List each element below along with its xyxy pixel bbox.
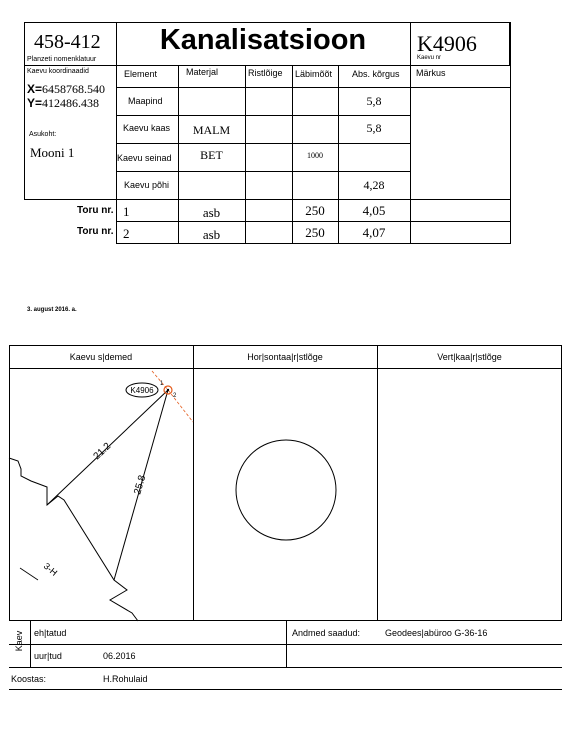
built-label: eh|tatud	[34, 628, 67, 638]
pipe1-height: 4,05	[362, 203, 386, 218]
sketch-header-plan: Kaevu s|demed	[69, 352, 133, 362]
row-maapind-height: 5,8	[366, 94, 382, 108]
dimension-label-1: 21.2	[91, 440, 114, 463]
map-sheet-number: 458-412	[34, 31, 101, 53]
well-number-caption: Kaevu nr	[417, 55, 442, 61]
col-diameter: Läbimõõt	[295, 69, 333, 79]
row-kaas-height: 5,8	[366, 121, 382, 135]
footer-side-label: Kaev	[14, 630, 24, 652]
coords-caption: Kaevu koordinaadid	[27, 68, 89, 75]
document-date: 3. august 2016. a.	[27, 307, 77, 313]
pipe2-label: Toru nr.	[77, 226, 114, 237]
pipe2-material: asb	[202, 227, 221, 242]
surveyed-label: uur|tud	[34, 651, 62, 661]
well-number: K4906	[417, 31, 477, 56]
row-seinad-material: BET	[200, 148, 223, 162]
row-seinad-element: Kaevu seinad	[117, 153, 172, 163]
dimension-label-2: 25.8	[132, 474, 149, 496]
x-value: 6458768.540	[42, 82, 106, 96]
row-pohi-height: 4,28	[363, 178, 385, 192]
row-pohi-element: Kaevu põhi	[124, 180, 170, 190]
y-label: Y=	[27, 96, 43, 110]
location-value: Mooni 1	[30, 145, 75, 160]
y-value: 412486.438	[42, 96, 100, 110]
pipe2-diameter: 250	[305, 225, 325, 240]
author-value: H.Rohulaid	[103, 674, 148, 684]
page-title: Kanalisatsioon	[159, 24, 367, 56]
sketch-header-vertical: Vert|kaa|r|stlõge	[437, 352, 502, 362]
pipe1-number: 1	[123, 204, 130, 219]
surveyed-date: 06.2016	[103, 651, 136, 661]
pipe2-number: 2	[123, 226, 130, 241]
well-label: K4906	[130, 386, 154, 395]
building-outline	[9, 458, 138, 621]
row-kaas-material: MALM	[192, 123, 231, 137]
col-height: Abs. kõrgus	[352, 69, 400, 79]
row-seinad-diameter: 1000	[307, 151, 323, 160]
col-material: Materjal	[186, 67, 219, 77]
pipe-1-label: 1	[160, 381, 164, 387]
pipe1-diameter: 250	[305, 203, 325, 218]
map-sheet-caption: Planzeti nomenklatuur	[27, 56, 97, 63]
col-section: Ristlõige	[248, 68, 283, 78]
building-label: 3-H	[41, 560, 60, 578]
pipe-2-label: 2	[173, 393, 177, 399]
pipe1-material: asb	[202, 205, 221, 220]
pipe2-height: 4,07	[362, 225, 386, 240]
location-caption: Asukoht:	[29, 131, 57, 138]
row-maapind-element: Maapind	[128, 96, 163, 106]
sketch-header-horizontal: Hor|sontaa|r|stlõge	[247, 352, 323, 362]
pipe-direction-2	[168, 390, 193, 422]
col-notes: Märkus	[416, 68, 446, 78]
col-element: Element	[124, 69, 158, 79]
author-label: Koostas:	[11, 674, 47, 684]
x-label: X=	[27, 82, 43, 96]
row-kaas-element: Kaevu kaas	[123, 123, 171, 133]
horizontal-section-circle	[236, 440, 336, 540]
data-source-value: Geodees|abüroo G-36-16	[385, 628, 488, 638]
data-source-label: Andmed saadud:	[292, 628, 361, 638]
pipe1-label: Toru nr.	[77, 205, 114, 216]
